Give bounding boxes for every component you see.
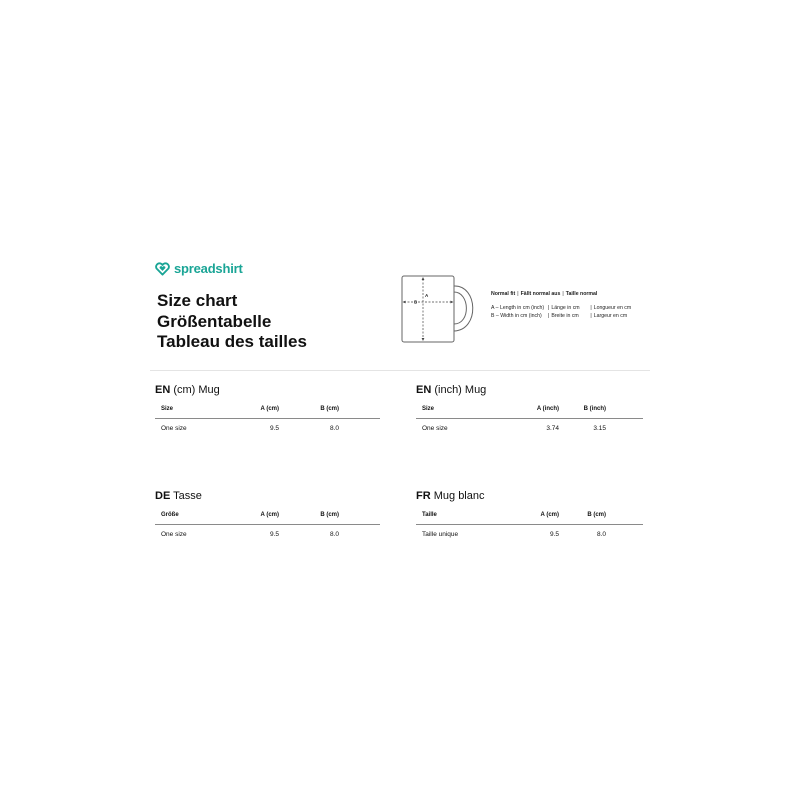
table-row [416,421,643,437]
header-b: B (inch) [583,406,606,412]
legend-b-en: B – Width in cm (inch) [491,312,542,319]
header-b: B (cm) [320,406,339,412]
separator: | [548,304,550,311]
cell-size: Taille unique [422,531,459,538]
separator: | [590,312,592,319]
title-fr: Tableau des tailles [157,332,307,351]
table-row [155,421,380,437]
brand-logo [155,261,243,276]
table-title: DE Tasse [155,490,202,502]
table-title: FR Mug blanc [416,490,485,502]
header-a: A (cm) [260,406,279,412]
fit-fr: Taille normal [565,291,598,297]
cell-a: 9.5 [269,425,279,432]
legend-row-a [491,304,631,312]
brand-name: spreadshirt [174,261,243,276]
legend-b-fr: Largeur en cm [593,312,628,319]
separator: | [590,304,592,311]
cell-size: One size [422,425,448,432]
fit-en: Normal fit [491,291,516,297]
mug-label-b: B [414,299,418,305]
header-size: Size [422,406,435,412]
heart-icon [155,262,170,276]
divider [150,370,650,371]
title-en: Size chart [157,291,238,310]
title-block [157,291,307,353]
legend-a-fr: Longueur en cm [593,304,632,311]
cell-b: 3.15 [593,425,606,432]
header-a: A (cm) [260,512,279,518]
table-header [416,402,643,419]
size-table-de [155,490,380,543]
header-b: B (cm) [320,512,339,518]
separator: | [562,291,564,297]
legend-row-b [491,312,631,320]
size-table-fr [416,490,643,543]
fit-de: Fällt normal aus [520,291,561,297]
separator: | [548,312,550,319]
separator: | [517,291,519,297]
legend-a-en: A – Length in cm (inch) [491,304,545,311]
size-table-en-inch [416,384,643,437]
header-a: A (cm) [540,512,559,518]
header-a: A (inch) [536,406,559,412]
table-header [155,508,380,525]
cell-size: One size [161,531,187,538]
table-title: EN (inch) Mug [416,384,487,396]
cell-b: 8.0 [329,425,339,432]
legend-b-de: Breite in cm [551,312,579,319]
mug-label-a: A [425,293,429,298]
cell-a: 3.74 [546,425,559,432]
fit-line [491,292,631,297]
cell-a: 9.5 [269,531,279,538]
table-header [155,402,380,419]
title-de: Größentabelle [157,311,272,331]
mug-icon [398,272,484,346]
header-size: Taille [422,512,437,518]
table-header [416,508,643,525]
legend-a-de: Länge in cm [551,304,580,311]
size-table-en-cm [155,384,380,437]
fit-legend [491,292,631,320]
cell-b: 8.0 [329,531,339,538]
cell-a: 9.5 [549,531,559,538]
header-size: Size [161,406,174,412]
table-title: EN (cm) Mug [155,384,220,396]
table-row [155,527,380,543]
header-b: B (cm) [587,512,606,518]
table-row [416,527,643,543]
cell-size: One size [161,425,187,432]
header-size: Größe [161,512,179,518]
cell-b: 8.0 [596,531,606,538]
